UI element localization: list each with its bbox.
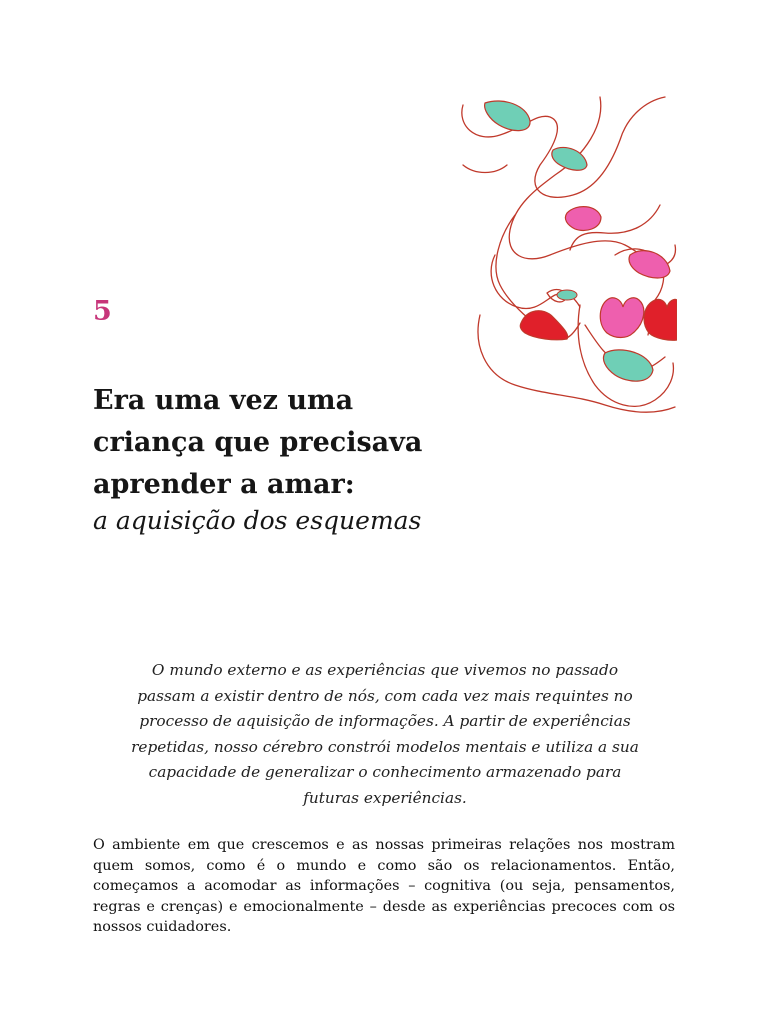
chapter-number: 5 [93,296,112,327]
epigraph-line: O mundo externo e as experiências que vivemos no passado [151,661,619,679]
body-line: quem somos, como é o mundo e como são os relacionamentos. Então, [93,857,675,874]
body-line: O ambiente em que crescemos e as nossas primeiras relações nos mostram [93,837,675,853]
body-line: regras e crenças) e emocionalmente – desde as experiências precoces com os [93,898,675,915]
body-line: começamos a acomodar as informações – cognitiva (ou seja, pensamentos, [93,878,675,895]
body-line: nossos cuidadores. [93,919,232,936]
epigraph [110,658,660,811]
chapter-title-line: criança que precisava [93,427,423,458]
chapter-subtitle: a aquisição dos esquemas [93,506,422,535]
chapter-title [93,380,473,506]
chapter-title-line: aprender a amar: [93,469,355,500]
epigraph-line: processo de aquisição de informações. A partir de experiências [139,712,631,730]
decorative-hearts-illustration [455,95,677,420]
epigraph-line: futuras experiências. [303,788,467,807]
body-paragraph [93,835,675,938]
epigraph-line: passam a existir dentro de nós, com cada vez mais requintes no [137,686,633,705]
epigraph-line: capacidade de generalizar o conhecimento armazenado para [148,763,622,781]
epigraph-line: repetidas, nosso cérebro constrói modelos mentais e utiliza a sua [131,737,639,756]
chapter-title-line: Era uma vez uma [93,385,354,416]
